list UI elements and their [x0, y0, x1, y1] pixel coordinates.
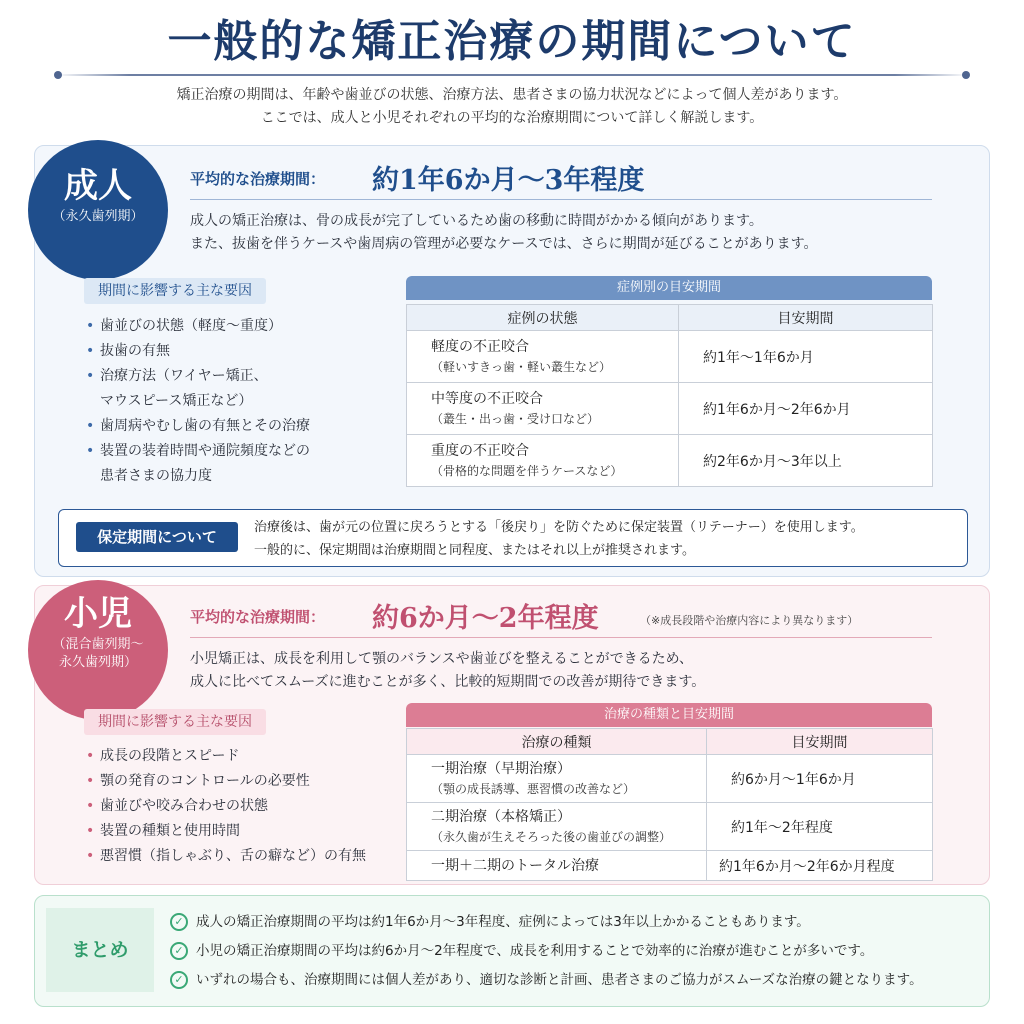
list-item: • 治療方法（ワイヤー矯正、: [86, 364, 386, 389]
adult-badge-subtitle: （永久歯列期）: [52, 209, 144, 224]
summary-item: [170, 940, 982, 962]
title-divider: [56, 74, 968, 76]
list-item: マウスピース矯正など）: [100, 393, 253, 409]
treatment-period: 約6か月～1年6か月: [707, 755, 933, 803]
table-header-row: [407, 729, 933, 755]
adult-table-title: 症例別の目安期間: [406, 276, 932, 300]
intro-text: [60, 84, 964, 130]
child-description: [190, 648, 960, 694]
intro-line: ここでは、成人と小児それぞれの平均的な治療期間について詳しく解説します。: [260, 110, 764, 126]
table-header: 治療の種類: [407, 729, 707, 755]
table-row: [407, 803, 933, 851]
list-item: • 装置の装着時間や通院頻度などの: [86, 439, 386, 464]
page-title: 一般的な矯正治療の期間について: [167, 16, 857, 67]
adult-description-line: 成人の矯正治療は、骨の成長が完了しているため歯の移動に時間がかかる傾向があります。: [190, 213, 763, 229]
case-period: 約1年～1年6か月: [679, 331, 933, 383]
case-period: 約1年6か月～2年6か月: [679, 383, 933, 435]
child-average-value: 約6か月～2年程度: [372, 603, 599, 634]
child-table-title: 治療の種類と目安期間: [406, 703, 932, 727]
retention-line: 一般的に、保定期間は治療期間と同程度、またはそれ以上が推奨されます。: [254, 543, 695, 558]
table-cell: [407, 755, 707, 803]
list-item: • 成長の段階とスピード: [86, 744, 396, 769]
list-item: 患者さまの協力度: [100, 468, 212, 484]
treatment-type: 一期治療（早期治療）: [431, 760, 571, 777]
adult-badge: [28, 140, 168, 280]
table-header: 目安期間: [707, 729, 933, 755]
case-period: 約2年6か月～3年以上: [679, 435, 933, 487]
summary-label: まとめ: [46, 908, 154, 992]
case-state: 中等度の不正咬合: [431, 390, 543, 407]
child-factors-heading: 期間に影響する主な要因: [84, 709, 266, 735]
case-detail: （叢生・出っ歯・受け口など）: [431, 411, 600, 426]
list-item: • 装置の種類と使用時間: [86, 819, 396, 844]
table-cell: [407, 851, 707, 881]
child-badge-subtitle: 永久歯列期）: [58, 655, 137, 670]
adult-divider: [190, 199, 932, 200]
retention-label: 保定期間について: [76, 522, 238, 552]
treatment-detail: （永久歯が生えそろった後の歯並びの調整）: [431, 829, 672, 844]
table-row: [407, 755, 933, 803]
retention-line: 治療後は、歯が元の位置に戻ろうとする「後戻り」を防ぐために保定装置（リテーナー）を使用します。: [254, 520, 864, 535]
summary-text: 小児の矯正治療期間の平均は約6か月～2年程度で、成長を利用することで効率的に治療が進むことが多いです。: [196, 943, 874, 959]
treatment-type: 一期＋二期のトータル治療: [431, 857, 599, 874]
list-item: • 歯並びや咬み合わせの状態: [86, 794, 396, 819]
summary-item: [170, 969, 982, 991]
list-item: • 悪習慣（指しゃぶり、舌の癖など）の有無: [86, 844, 396, 869]
table-row: [407, 383, 933, 435]
table-header-row: [407, 305, 933, 331]
adult-average-label: 平均的な治療期間：: [190, 170, 326, 188]
treatment-period: 約1年～2年程度: [707, 803, 933, 851]
child-divider: [190, 637, 932, 638]
table-header: 症例の状態: [407, 305, 679, 331]
adult-case-table: [406, 304, 933, 487]
child-average-note: （※成長段階や治療内容により異なります）: [640, 614, 859, 627]
table-row: [407, 331, 933, 383]
child-badge-subtitle: （混合歯列期～: [52, 637, 144, 652]
adult-badge-title: 成人: [64, 166, 132, 206]
treatment-period: 約1年6か月～2年6か月程度: [707, 851, 933, 881]
child-case-table: [406, 728, 933, 881]
adult-average-value: 約1年6か月～3年程度: [372, 165, 645, 196]
child-description-line: 成人に比べてスムーズに進むことが多く、比較的短期間での改善が期待できます。: [190, 674, 706, 690]
table-header: 目安期間: [679, 305, 933, 331]
summary-text: いずれの場合も、治療期間には個人差があり、適切な診断と計画、患者さまのご協力がスムーズな治療の鍵となります。: [196, 972, 923, 988]
check-circle-icon: ✓: [170, 942, 188, 960]
child-badge-title: 小児: [64, 594, 132, 634]
child-badge: [28, 580, 168, 720]
list-item: • 歯周病やむし歯の有無とその治療: [86, 414, 386, 439]
retention-text: [254, 516, 960, 562]
list-item: • 顎の発育のコントロールの必要性: [86, 769, 396, 794]
case-detail: （軽いすきっ歯・軽い叢生など）: [431, 359, 612, 374]
table-cell: [407, 383, 679, 435]
intro-line: 矯正治療の期間は、年齢や歯並びの状態、治療方法、患者さまの協力状況などによって個人差があります。: [176, 87, 848, 103]
table-row: [407, 435, 933, 487]
adult-factors-list: [86, 314, 386, 489]
table-cell: [407, 803, 707, 851]
child-average-label: 平均的な治療期間：: [190, 608, 326, 626]
child-description-line: 小児矯正は、成長を利用して顎のバランスや歯並びを整えることができるため、: [190, 651, 694, 667]
check-circle-icon: ✓: [170, 971, 188, 989]
case-detail: （骨格的な問題を伴うケースなど）: [431, 463, 623, 478]
treatment-detail: （顎の成長誘導、悪習慣の改善など）: [431, 781, 636, 796]
child-factors-list: [86, 744, 396, 869]
case-state: 重度の不正咬合: [431, 442, 529, 459]
treatment-type: 二期治療（本格矯正）: [431, 808, 571, 825]
adult-description: [190, 210, 960, 256]
check-circle-icon: ✓: [170, 913, 188, 931]
table-cell: [407, 331, 679, 383]
summary-item: [170, 911, 982, 933]
adult-description-line: また、抜歯を伴うケースや歯周病の管理が必要なケースでは、さらに期間が延びることがあります。: [190, 236, 818, 252]
list-item: • 抜歯の有無: [86, 339, 386, 364]
table-row: [407, 851, 933, 881]
adult-factors-heading: 期間に影響する主な要因: [84, 278, 266, 304]
table-cell: [407, 435, 679, 487]
case-state: 軽度の不正咬合: [431, 338, 529, 355]
summary-text: 成人の矯正治療期間の平均は約1年6か月～3年程度、症例によっては3年以上かかることもあります。: [196, 914, 810, 930]
list-item: • 歯並びの状態（軽度～重度）: [86, 314, 386, 339]
